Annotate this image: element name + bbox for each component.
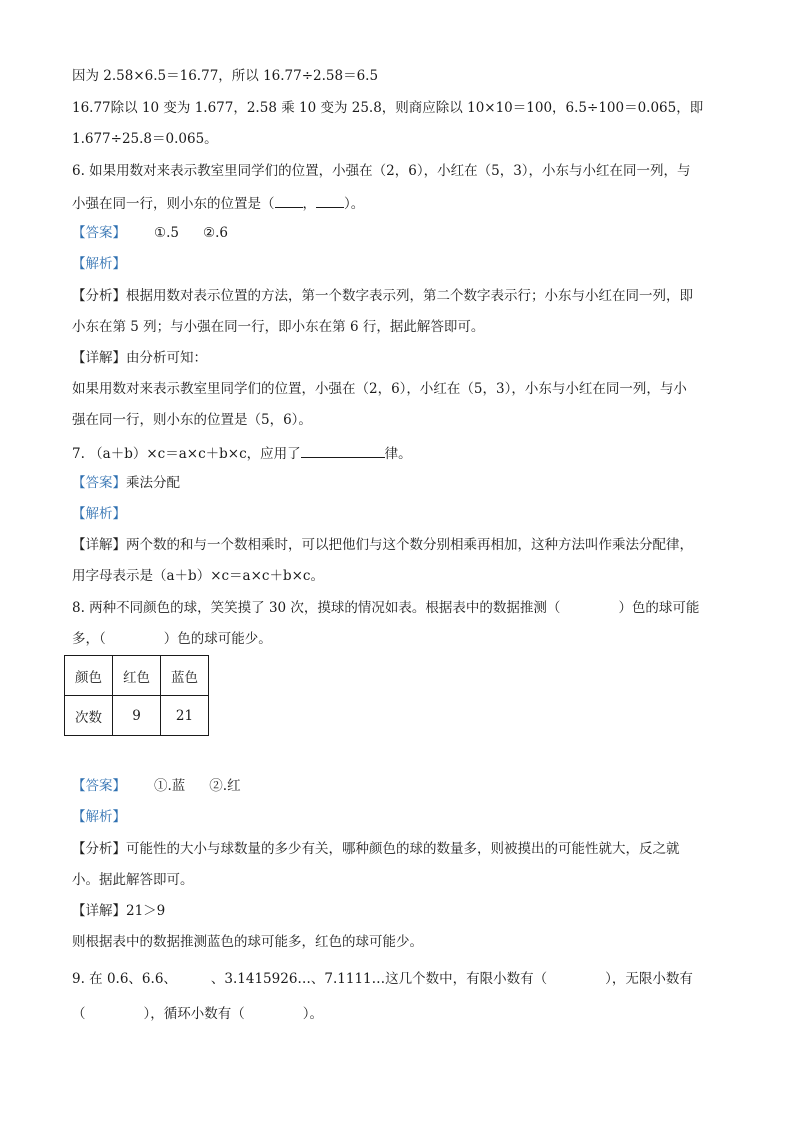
- text-line: 16.77除以 10 变为 1.677，2.58 乘 10 变为 25.8，则商应除以 10×10＝100，6.5÷100＝0.065，即: [72, 100, 704, 116]
- table-cell: 21: [161, 696, 209, 736]
- question-6-text: [72, 193, 364, 213]
- text-span: ）。: [344, 196, 365, 212]
- question-7-text: [72, 443, 412, 463]
- answer-line: [72, 474, 180, 492]
- answer-value: ①.蓝: [154, 778, 186, 794]
- text-span: 律。: [384, 446, 412, 462]
- text-span: ）色的球可能少。: [163, 631, 272, 647]
- detail-text: 21＞9: [126, 903, 166, 919]
- question-8-text: [72, 630, 272, 648]
- question-9-text: [72, 970, 693, 988]
- text-span: 、3.1415926…、7.1111…这几个数中，有限小数有（: [210, 971, 548, 987]
- text-span: ），循环小数有（: [143, 1006, 245, 1022]
- answer-line: [72, 777, 241, 795]
- analysis-line: [72, 287, 693, 305]
- analysis-tag: 【分析】: [72, 841, 126, 857]
- table-header-row: [65, 656, 209, 696]
- table-cell: 蓝色: [161, 656, 209, 696]
- text-span: ）。: [302, 1006, 323, 1022]
- detail-tag: 【详解】: [72, 903, 126, 919]
- analysis-text: 可能性的大小与球数量的多少有关，哪种颜色的球的数量多，则被摸出的可能性就大，反之就: [126, 841, 680, 857]
- detail-line: 如果用数对来表示教室里同学们的位置，小强在（2，6），小红在（5，3），小东与小红在同一列，与小: [72, 381, 687, 397]
- answer-tag: 【答案】: [72, 778, 126, 794]
- answer-value: ②.红: [209, 778, 241, 794]
- text-span: ），无限小数有: [605, 971, 693, 987]
- detail-line: 强在同一行，则小东的位置是（5，6）。: [72, 412, 312, 428]
- analysis-line: 小东在第 5 列；与小强在同一行，即小东在第 6 行，据此解答即可。: [72, 319, 485, 335]
- table-row: [65, 696, 209, 736]
- analysis-text: 根据用数对表示位置的方法，第一个数字表示列，第二个数字表示行；小东与小红在同一列，即: [126, 288, 693, 304]
- analysis-line: 小。据此解答即可。: [72, 872, 194, 888]
- answer-tag: 【答案】: [72, 225, 126, 241]
- table-cell: 9: [113, 696, 161, 736]
- jiexi-tag: 【解析】: [72, 256, 126, 272]
- question-9-text: [72, 1005, 323, 1023]
- analysis-tag: 【分析】: [72, 288, 126, 304]
- answer-blank: [275, 193, 303, 208]
- text-span: 小强在同一行，则小东的位置是（: [72, 196, 275, 212]
- text-span: ）色的球可能: [618, 600, 700, 616]
- question-6-text: 6. 如果用数对来表示教室里同学们的位置，小强在（2，6），小红在（5，3），小东与小红在同一列，与: [72, 163, 691, 179]
- text-span: 7. （a＋b）×c＝a×c＋b×c，应用了: [72, 446, 301, 462]
- detail-tag: 【详解】: [72, 537, 126, 553]
- answer-value: ②.6: [202, 225, 228, 241]
- text-line: 因为 2.58×6.5＝16.77，所以 16.77÷2.58＝6.5: [72, 68, 379, 84]
- table-cell: 颜色: [65, 656, 113, 696]
- answer-blank: [301, 443, 385, 458]
- ball-count-table: [64, 655, 209, 736]
- answer-value: 乘法分配: [126, 475, 180, 491]
- detail-line: [72, 536, 693, 554]
- detail-line: [72, 349, 207, 367]
- detail-line: 则根据表中的数据推测蓝色的球可能多，红色的球可能少。: [72, 934, 423, 950]
- text-span: （: [72, 1006, 86, 1022]
- text-line: 1.677÷25.8＝0.065。: [72, 131, 218, 147]
- jiexi-tag: 【解析】: [72, 809, 126, 825]
- detail-text: 由分析可知：: [126, 350, 207, 366]
- answer-line: [72, 224, 228, 242]
- jiexi-tag: 【解析】: [72, 506, 126, 522]
- detail-text: 两个数的和与一个数相乘时，可以把他们与这个数分别相乘再相加，这种方法叫作乘法分配律，: [126, 537, 693, 553]
- detail-line: 用字母表示是（a＋b）×c＝a×c＋b×c。: [72, 568, 324, 584]
- table-cell: 次数: [65, 696, 113, 736]
- table-cell: 红色: [113, 656, 161, 696]
- detail-line: [72, 902, 165, 920]
- answer-blank: [316, 193, 344, 208]
- answer-value: ①.5: [154, 225, 179, 241]
- detail-tag: 【详解】: [72, 350, 126, 366]
- answer-tag: 【答案】: [72, 475, 126, 491]
- text-span: ，: [302, 196, 316, 212]
- text-span: 8. 两种不同颜色的球，笑笑摸了 30 次，摸球的情况如表。根据表中的数据推测（: [72, 600, 561, 616]
- text-span: 9. 在 0.6、6.6、: [72, 971, 177, 987]
- analysis-line: [72, 840, 680, 858]
- text-span: 多，（: [72, 631, 106, 647]
- question-8-text: [72, 599, 699, 617]
